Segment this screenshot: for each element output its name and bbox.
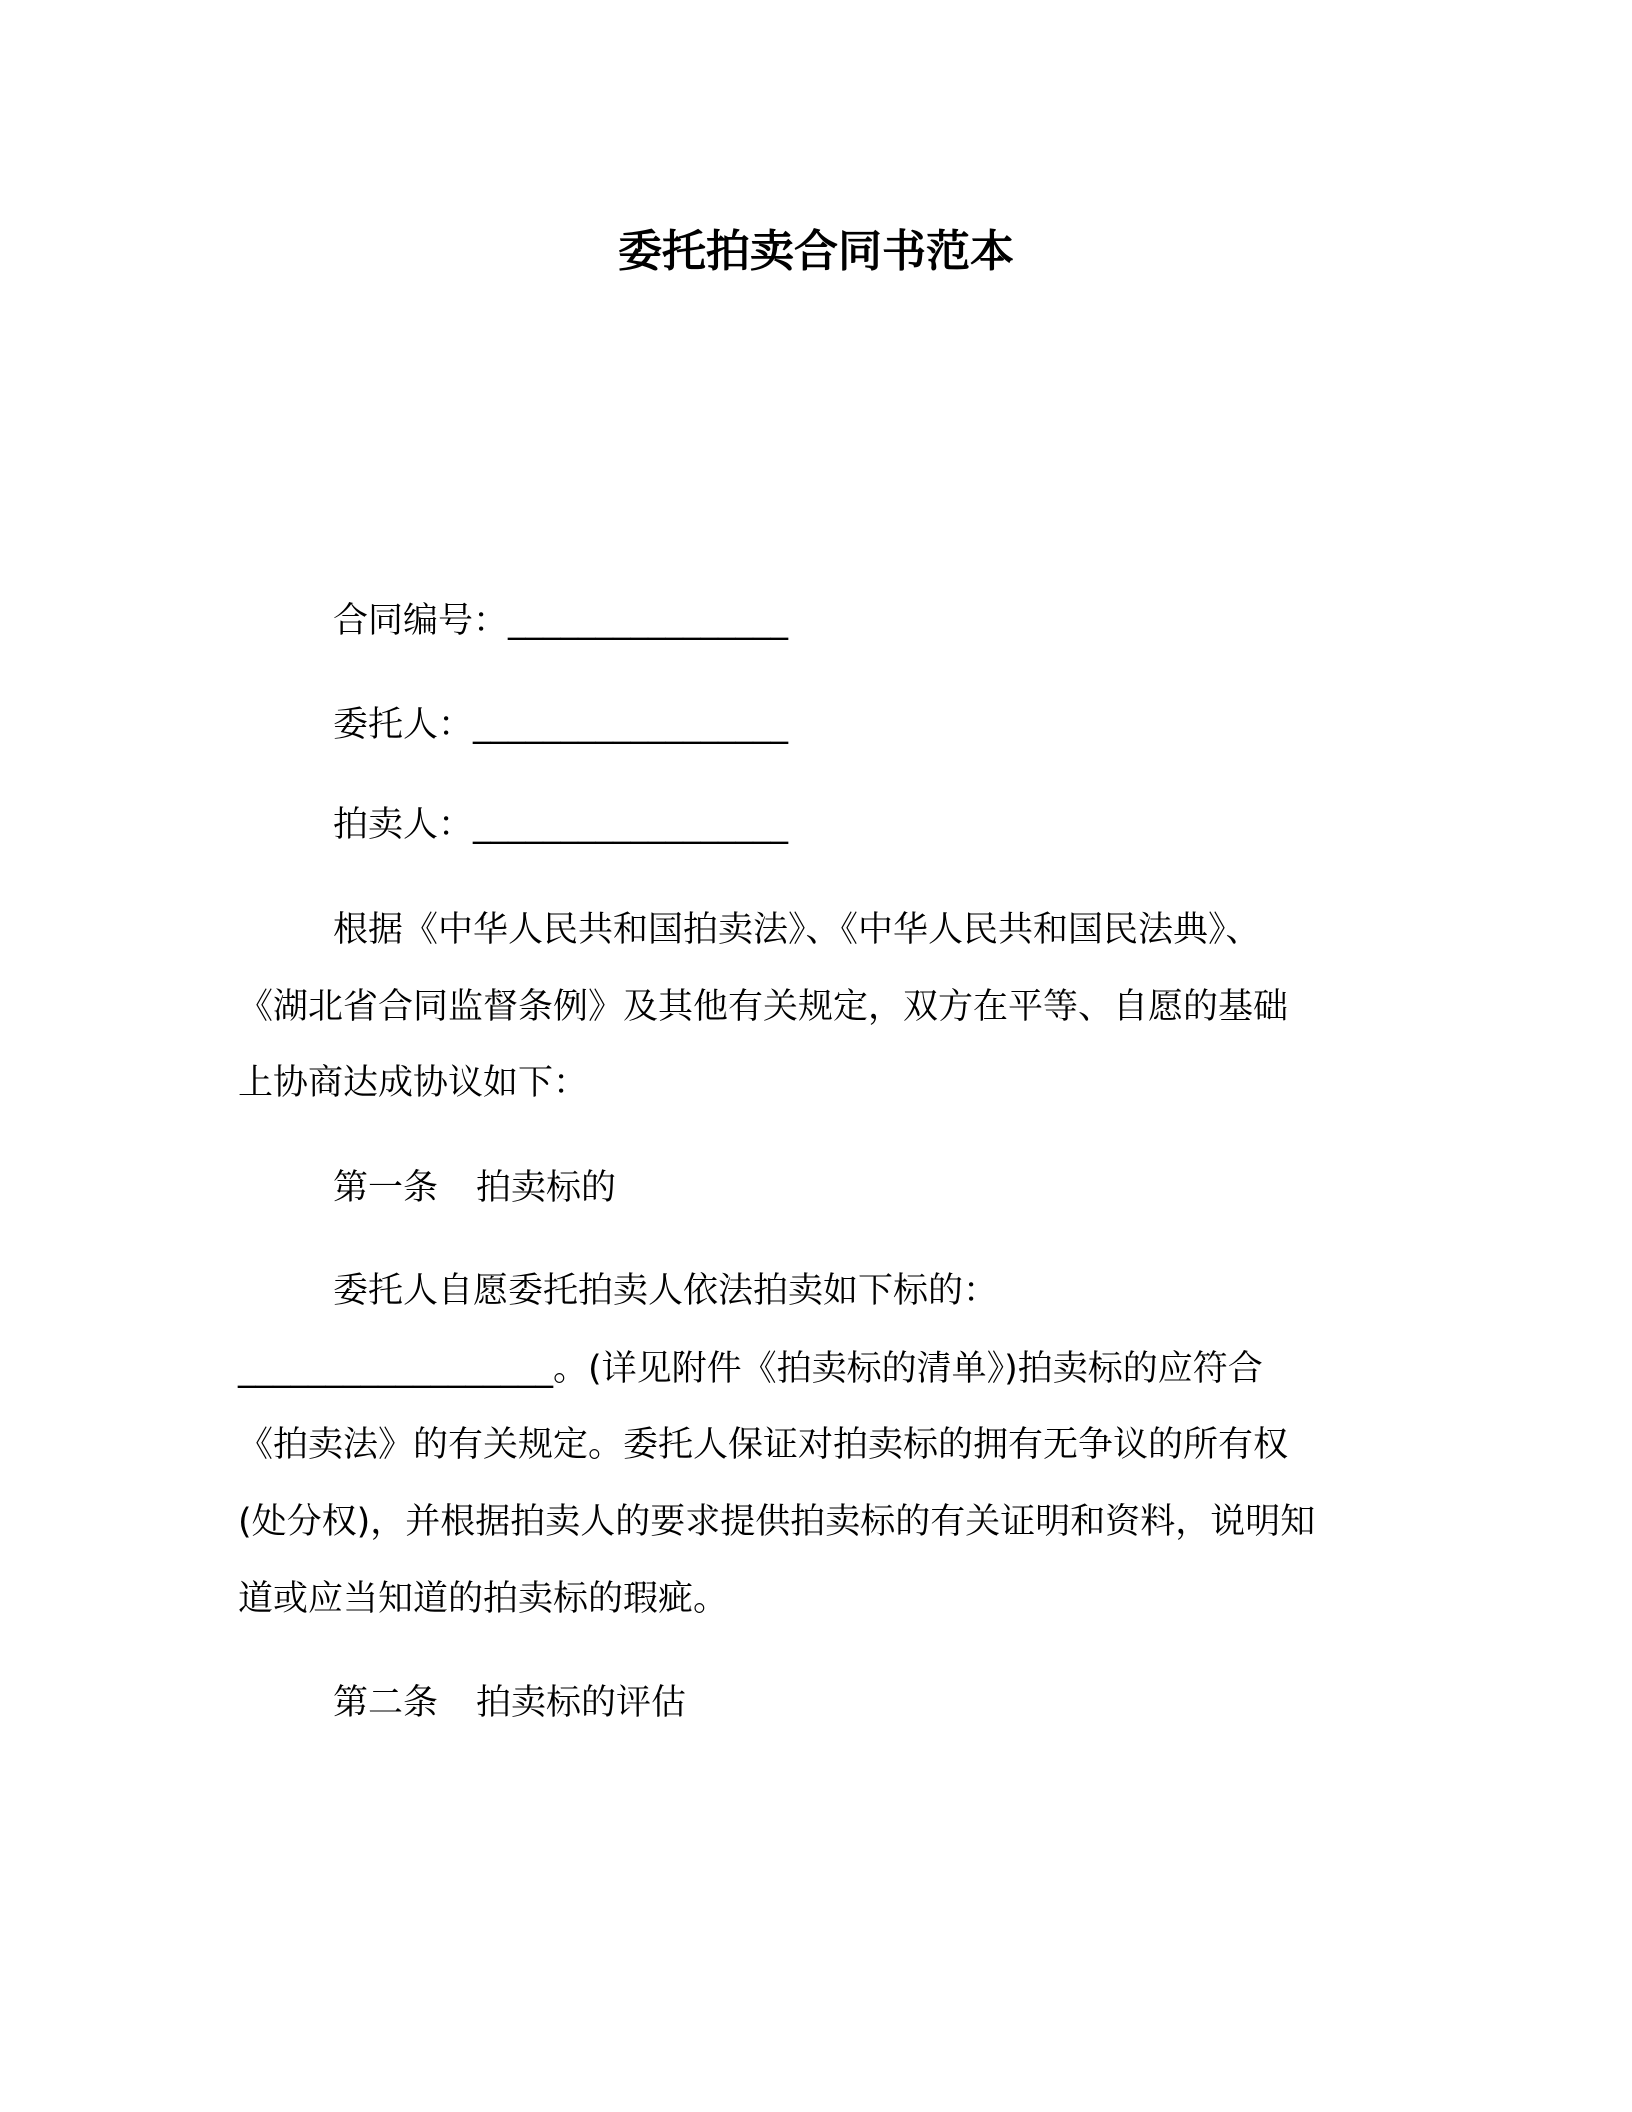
article-1-line-1: 委托人自愿委托拍卖人依法拍卖如下标的： bbox=[333, 1271, 999, 1311]
article-1-title: 拍卖标的 bbox=[476, 1168, 617, 1208]
preamble-line-1: 根据《中华人民共和国拍卖法》、《中华人民共和国民法典》、 bbox=[333, 910, 1261, 950]
auctioneer-field bbox=[333, 800, 788, 850]
contract-number-blank: ________________ bbox=[508, 601, 789, 641]
principal-blank: __________________ bbox=[473, 705, 789, 745]
principal-field bbox=[333, 700, 788, 750]
principal-label: 委托人： bbox=[333, 705, 474, 745]
article-1-number: 第一条 bbox=[333, 1168, 439, 1208]
article-2-title: 拍卖标的评估 bbox=[476, 1683, 687, 1723]
auctioneer-label: 拍卖人： bbox=[333, 805, 474, 845]
article-1-line-3: 《拍卖法》的有关规定。委托人保证对拍卖标的拥有无争议的所有权 bbox=[238, 1425, 1289, 1465]
article-1-heading bbox=[333, 1163, 616, 1213]
document-title: 委托拍卖合同书范本 bbox=[618, 226, 1014, 277]
article-1-line-5: 道或应当知道的拍卖标的瑕疵。 bbox=[238, 1579, 729, 1619]
article-1-line-4: (处分权)，并根据拍卖人的要求提供拍卖标的有关证明和资料，说明知 bbox=[238, 1502, 1316, 1542]
auctioneer-blank: __________________ bbox=[473, 805, 789, 845]
article-1-line-2: __________________。(详见附件《拍卖标的清单》)拍卖标的应符合 bbox=[238, 1349, 1263, 1389]
article-2-heading bbox=[333, 1678, 686, 1728]
article-2-number: 第二条 bbox=[333, 1683, 439, 1723]
preamble-line-2: 《湖北省合同监督条例》及其他有关规定，双方在平等、自愿的基础 bbox=[238, 987, 1289, 1027]
preamble-line-3: 上协商达成协议如下： bbox=[238, 1063, 589, 1103]
contract-number-label: 合同编号： bbox=[333, 601, 509, 641]
contract-number-field bbox=[333, 596, 788, 646]
